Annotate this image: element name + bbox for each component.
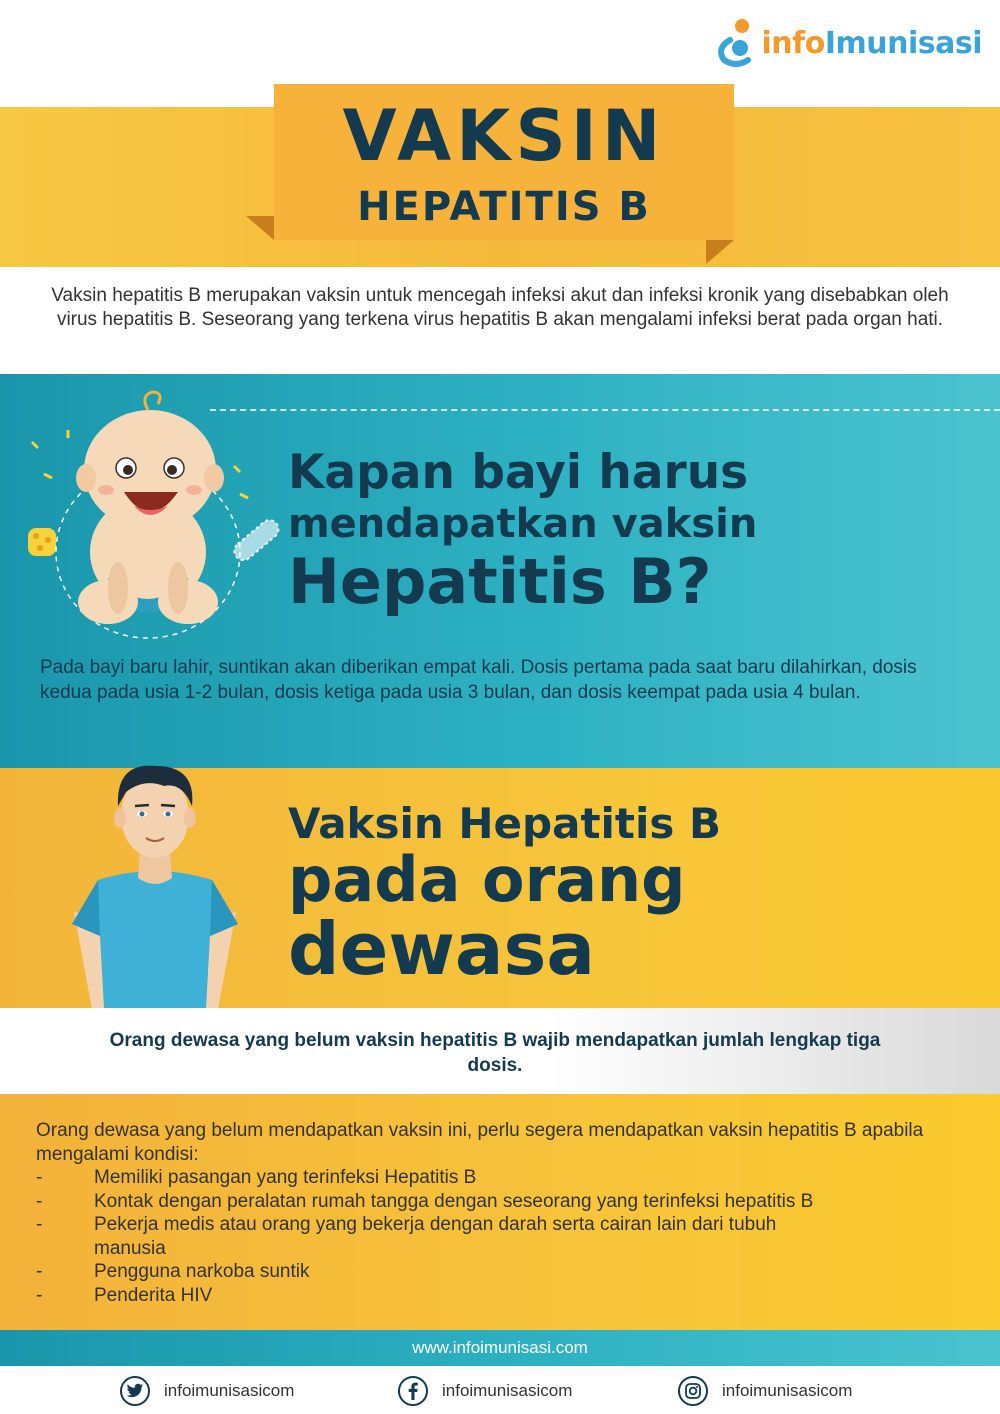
baby-section-heading	[288, 444, 757, 618]
ribbon-fold-right	[706, 240, 734, 264]
adult-man-illustration-icon	[60, 752, 250, 1042]
logo-text-info: info	[761, 25, 825, 61]
list-dash: -	[36, 1284, 43, 1306]
baby-illustration-icon	[20, 382, 280, 642]
adult-heading-line-2: pada orang	[288, 843, 686, 916]
facebook-icon	[398, 1376, 428, 1406]
conditions-list	[36, 1166, 976, 1307]
page-title: VAKSIN	[342, 95, 666, 177]
baby-heading-line-3: Hepatitis B?	[288, 545, 712, 618]
twitter-handle: infoimunisasicom	[164, 1381, 295, 1400]
list-dash: -	[36, 1214, 43, 1235]
list-dash: -	[36, 1190, 43, 1212]
facebook-handle: infoimunisasicom	[442, 1381, 573, 1400]
intro-paragraph: Vaksin hepatitis B merupakan vaksin untuk mencegah infeksi akut dan infeksi kronik yang disebabkan oleh virus hepatitis B. Seseorang yang terkena virus hepatitis B akan mengalami infeksi berat pada organ hati.	[51, 285, 949, 330]
logo-figure-icon	[714, 18, 762, 68]
list-item-text: Kontak dengan peralatan rumah tangga dengan seseorang yang terinfeksi hepatitis B	[94, 1190, 814, 1212]
list-item-text: Pekerja medis atau orang yang bekerja dengan darah serta cairan lain dari tubuh manusia	[94, 1214, 777, 1259]
list-item-text: Memiliki pasangan yang terinfeksi Hepatitis B	[94, 1167, 477, 1188]
adult-section-heading	[288, 799, 722, 991]
twitter-icon	[120, 1376, 150, 1406]
adult-dose-highlight: Orang dewasa yang belum vaksin hepatitis B wajib mendapatkan jumlah lengkap tiga dosis.	[109, 1030, 881, 1076]
social-link-twitter[interactable]	[120, 1376, 294, 1406]
ribbon-fold-left	[246, 216, 274, 240]
instagram-handle: infoimunisasicom	[722, 1381, 853, 1400]
list-item	[36, 1260, 976, 1284]
website-link[interactable]: www.infoimunisasi.com	[412, 1338, 588, 1357]
dashed-divider	[210, 409, 1000, 411]
logo-text-imunisasi: Imunisasi	[824, 25, 982, 61]
page-subtitle: HEPATITIS B	[357, 184, 651, 230]
list-dash: -	[36, 1261, 43, 1282]
social-link-facebook[interactable]	[398, 1376, 572, 1406]
baby-heading-line-1: Kapan bayi harus	[288, 445, 749, 500]
brand-logo[interactable]	[714, 18, 982, 68]
conditions-intro: Orang dewasa yang belum mendapatkan vaksin ini, perlu segera mendapatkan vaksin hepatitis B apabila mengalami kondisi:	[36, 1120, 924, 1165]
social-links	[0, 1376, 1000, 1414]
baby-schedule-paragraph: Pada bayi baru lahir, suntikan akan diberikan empat kali. Dosis pertama pada saat baru dilahirkan, dosis kedua pada usia 1-2 bulan, dosis ketiga pada usia 3 bulan, dan dosis keempat pada usia 4 bulan.	[40, 657, 917, 703]
list-item	[36, 1213, 976, 1260]
list-item-text: Pengguna narkoba suntik	[94, 1261, 310, 1282]
baby-heading-line-2: mendapatkan vaksin	[288, 501, 758, 547]
title-banner	[274, 84, 734, 240]
list-dash: -	[36, 1167, 43, 1188]
list-item	[36, 1166, 976, 1190]
social-link-instagram[interactable]	[678, 1376, 852, 1406]
list-item	[36, 1284, 976, 1308]
instagram-icon	[678, 1376, 708, 1406]
adult-heading-line-3: dewasa	[288, 907, 595, 991]
list-item-text: Penderita HIV	[94, 1284, 213, 1306]
adult-heading-line-1: Vaksin Hepatitis B	[288, 799, 722, 848]
logo-text	[762, 26, 982, 61]
list-item	[36, 1190, 976, 1214]
germ-yellow-icon	[28, 528, 56, 556]
